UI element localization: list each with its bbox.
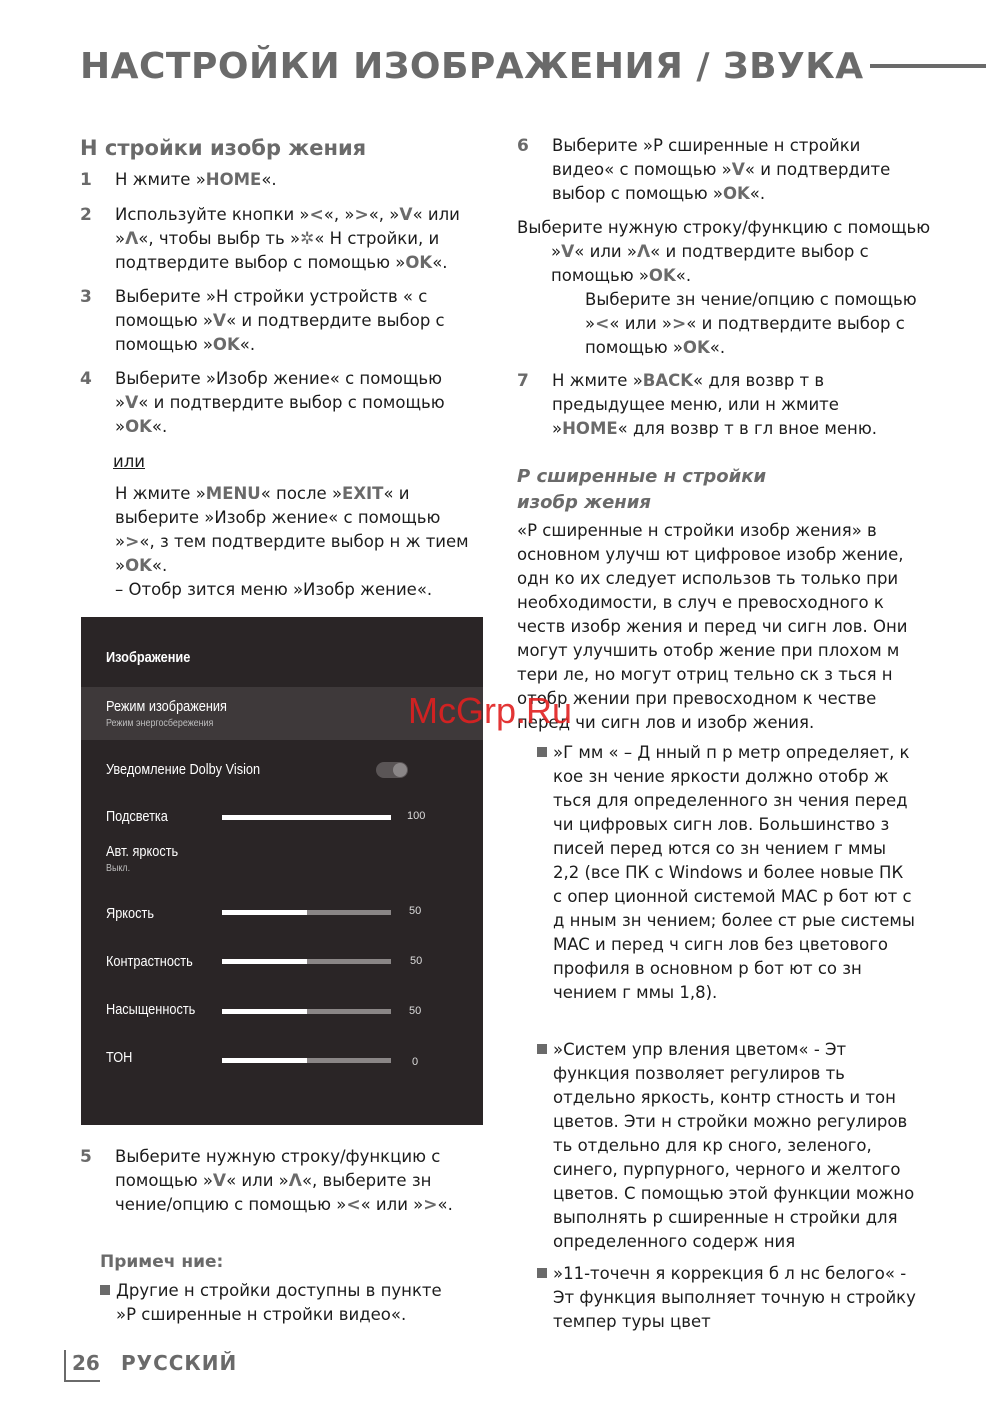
picture-mode-value: Режим энергосбережения bbox=[106, 717, 214, 729]
tone-fill bbox=[222, 1058, 307, 1063]
step-2: 2 Используйте кнопки »<«, »>«, »V« или »Λ«, чтобы выбр ть »✲« Н стройки, и подтвердите выбор с помощью »OK«. bbox=[80, 205, 460, 272]
ok-key: OK bbox=[722, 184, 750, 203]
ok-key: OK bbox=[405, 253, 433, 272]
backlight-label[interactable]: Подсветка bbox=[106, 808, 168, 825]
menu-key: MENU bbox=[205, 484, 261, 503]
note-heading: Примеч ние: bbox=[100, 1252, 224, 1272]
advanced-settings-heading: Р сширенные н стройки изобр жения bbox=[517, 466, 767, 513]
brightness-fill bbox=[222, 910, 307, 915]
gamma-item: »Г мм « – Д нный п р метр определяет, к кое зн чение яркости должно отобр ж ться для определенного зн чения перед чи цифровых сигн лов. Большинство з писей перед ются со зн чением г ммы 2,2 (все ПК с Windows и более новые ПК с опер ционной системой MAC р бот ют с д нным зн чением; более ст рые системы MAC и перед ч сигн лов без цветового профиля в основном р бот ют со зн чением г ммы 1,8). bbox=[537, 741, 917, 1005]
page-language: РУССКИЙ bbox=[121, 1351, 238, 1375]
ok-key: OK bbox=[125, 556, 152, 575]
contrast-slider[interactable] bbox=[222, 959, 391, 964]
step-3: 3 Выберите »Н стройки устройств « с помощью »V« и подтвердите выбор с помощью »OK«. bbox=[80, 287, 445, 354]
arrow-right-icon: > bbox=[354, 205, 369, 225]
page-title: НАСТРОЙКИ ИЗОБРАЖЕНИЯ / ЗВУКА bbox=[80, 46, 986, 87]
back-key: BACK bbox=[642, 371, 694, 390]
saturation-label[interactable]: Насыщенность bbox=[106, 1001, 196, 1018]
contrast-value: 50 bbox=[410, 955, 423, 967]
tone-value: 0 bbox=[412, 1056, 419, 1068]
title-rule bbox=[870, 64, 986, 68]
tone-label[interactable]: ТОН bbox=[106, 1049, 133, 1066]
bullet-square-icon bbox=[100, 1285, 110, 1295]
arrow-left-icon: < bbox=[346, 1195, 361, 1215]
ok-key: OK bbox=[682, 338, 710, 357]
color-management-item: »Систем упр вления цветом« - Эт функция позволяет регулиров ть отдельно яркость, контр стность и тон цветов. Эти н стройки можно регулиров ть отдельно для кр сного, зеленого, синего, пурпурного, черного и желтого цветов. С помощью этой функции можно выполнять р сширенные н стройки для определенного содерж ния bbox=[537, 1038, 917, 1254]
arrow-left-icon: < bbox=[595, 314, 610, 334]
tone-slider[interactable] bbox=[222, 1058, 391, 1063]
bullet-square-icon bbox=[537, 1268, 547, 1278]
toggle-knob bbox=[393, 763, 407, 777]
saturation-fill bbox=[222, 1009, 307, 1014]
arrow-up-icon: Λ bbox=[288, 1171, 302, 1191]
bullet-square-icon bbox=[537, 747, 547, 757]
brightness-label[interactable]: Яркость bbox=[106, 905, 154, 922]
brightness-value: 50 bbox=[409, 905, 422, 917]
arrow-right-icon: > bbox=[125, 532, 140, 552]
arrow-down-icon: V bbox=[399, 205, 413, 225]
watermark: McGrp.Ru bbox=[408, 690, 573, 731]
white-balance-item: »11-точечн я коррекция б л нс белого« - Эт функция выполняет точную н стройку темпер туры цвет bbox=[537, 1262, 917, 1334]
page-number: 26 bbox=[72, 1351, 100, 1375]
step-4: 4 Выберите »Изобр жение« с помощью »V« и подтвердите выбор с помощью »OK«. bbox=[80, 369, 445, 436]
arrow-down-icon: V bbox=[212, 1171, 227, 1191]
exit-key: EXIT bbox=[342, 484, 384, 503]
section-heading: Н стройки изобр жения bbox=[80, 136, 367, 160]
bullet-square-icon bbox=[537, 1044, 547, 1054]
arrow-up-icon: Λ bbox=[636, 242, 651, 262]
contrast-fill bbox=[222, 959, 307, 964]
arrow-up-icon: Λ bbox=[125, 229, 139, 249]
dolby-vision-label[interactable]: Уведомление Dolby Vision bbox=[106, 761, 261, 778]
menu-note: – Отобр зится меню »Изобр жение«. bbox=[115, 580, 433, 599]
footer-rule-vertical bbox=[64, 1350, 66, 1382]
ok-key: OK bbox=[212, 335, 240, 354]
footer-rule-horizontal bbox=[64, 1380, 100, 1382]
dolby-vision-toggle[interactable] bbox=[376, 762, 408, 778]
auto-brightness-label[interactable]: Авт. яркость bbox=[106, 843, 179, 860]
or-label: или bbox=[113, 452, 145, 471]
ok-key: OK bbox=[648, 266, 676, 285]
ok-key: OK bbox=[125, 417, 152, 436]
alt-instructions: Н жмите »MENU« после »EXIT« и выберите »Изобр жение« с помощью »>«, з тем подтвердите выбор н ж тием »OK«. – Отобр зится меню »Изобр жение«. bbox=[115, 484, 469, 599]
arrow-right-icon: > bbox=[423, 1195, 438, 1215]
saturation-value: 50 bbox=[409, 1005, 422, 1017]
home-key: HOME bbox=[205, 170, 262, 189]
saturation-slider[interactable] bbox=[222, 1009, 391, 1014]
backlight-value: 100 bbox=[407, 810, 426, 822]
auto-brightness-value: Выкл. bbox=[106, 862, 131, 874]
selection-paragraph: Выберите нужную строку/функцию с помощью »V« или »Λ« и подтвердите выбор с помощью »OK«. Выберите зн чение/опцию с помощью »<« или »>« и подтвердите выбор с помощью »OK«. bbox=[517, 218, 931, 357]
arrow-down-icon: V bbox=[125, 393, 139, 413]
advanced-intro: «Р сширенные н стройки изобр жения» в основном улучш ют цифровое изобр жение, одн ко их следует использов ть только при необходимости, в случ е превосходного к честв изобр жения и перед чи сигн лов. Они могут улучшить отобр жение при плохом м тери ле, но могут отриц тельно ск з ться н отобр жении при превосходном к честве перед чи сигн лов и изобр жения. bbox=[517, 521, 908, 732]
home-key: HOME bbox=[562, 419, 618, 438]
menu-title: Изображение bbox=[106, 649, 191, 666]
gear-icon: ✲ bbox=[300, 229, 315, 249]
step-7: 7 Н жмите »BACK« для возвр т в предыдущее меню, или н жмите »HOME« для возвр т в гл вное меню. bbox=[517, 371, 877, 438]
arrow-down-icon: V bbox=[212, 311, 227, 331]
arrow-right-icon: > bbox=[672, 314, 687, 334]
arrow-down-icon: V bbox=[561, 242, 575, 262]
contrast-label[interactable]: Контрастность bbox=[106, 953, 193, 970]
arrow-down-icon: V bbox=[731, 160, 745, 180]
backlight-slider[interactable] bbox=[222, 815, 391, 820]
brightness-slider[interactable] bbox=[222, 910, 391, 915]
arrow-left-icon: < bbox=[309, 205, 324, 225]
picture-mode-label[interactable]: Режим изображения bbox=[106, 698, 227, 715]
note-item: Другие н стройки доступны в пункте »Р сширенные н стройки видео«. bbox=[100, 1279, 460, 1327]
step-6: 6 Выберите »Р сширенные н стройки видео« с помощью »V« и подтвердите выбор с помощью »OK«. bbox=[517, 136, 891, 203]
step-1: 1 Н жмите »HOME«. bbox=[80, 170, 277, 190]
backlight-fill bbox=[222, 815, 391, 820]
step-5: 5 Выберите нужную строку/функцию с помощью »V« или »Λ«, выберите зн чение/опцию с помощью »<« или »>«. bbox=[80, 1147, 453, 1215]
